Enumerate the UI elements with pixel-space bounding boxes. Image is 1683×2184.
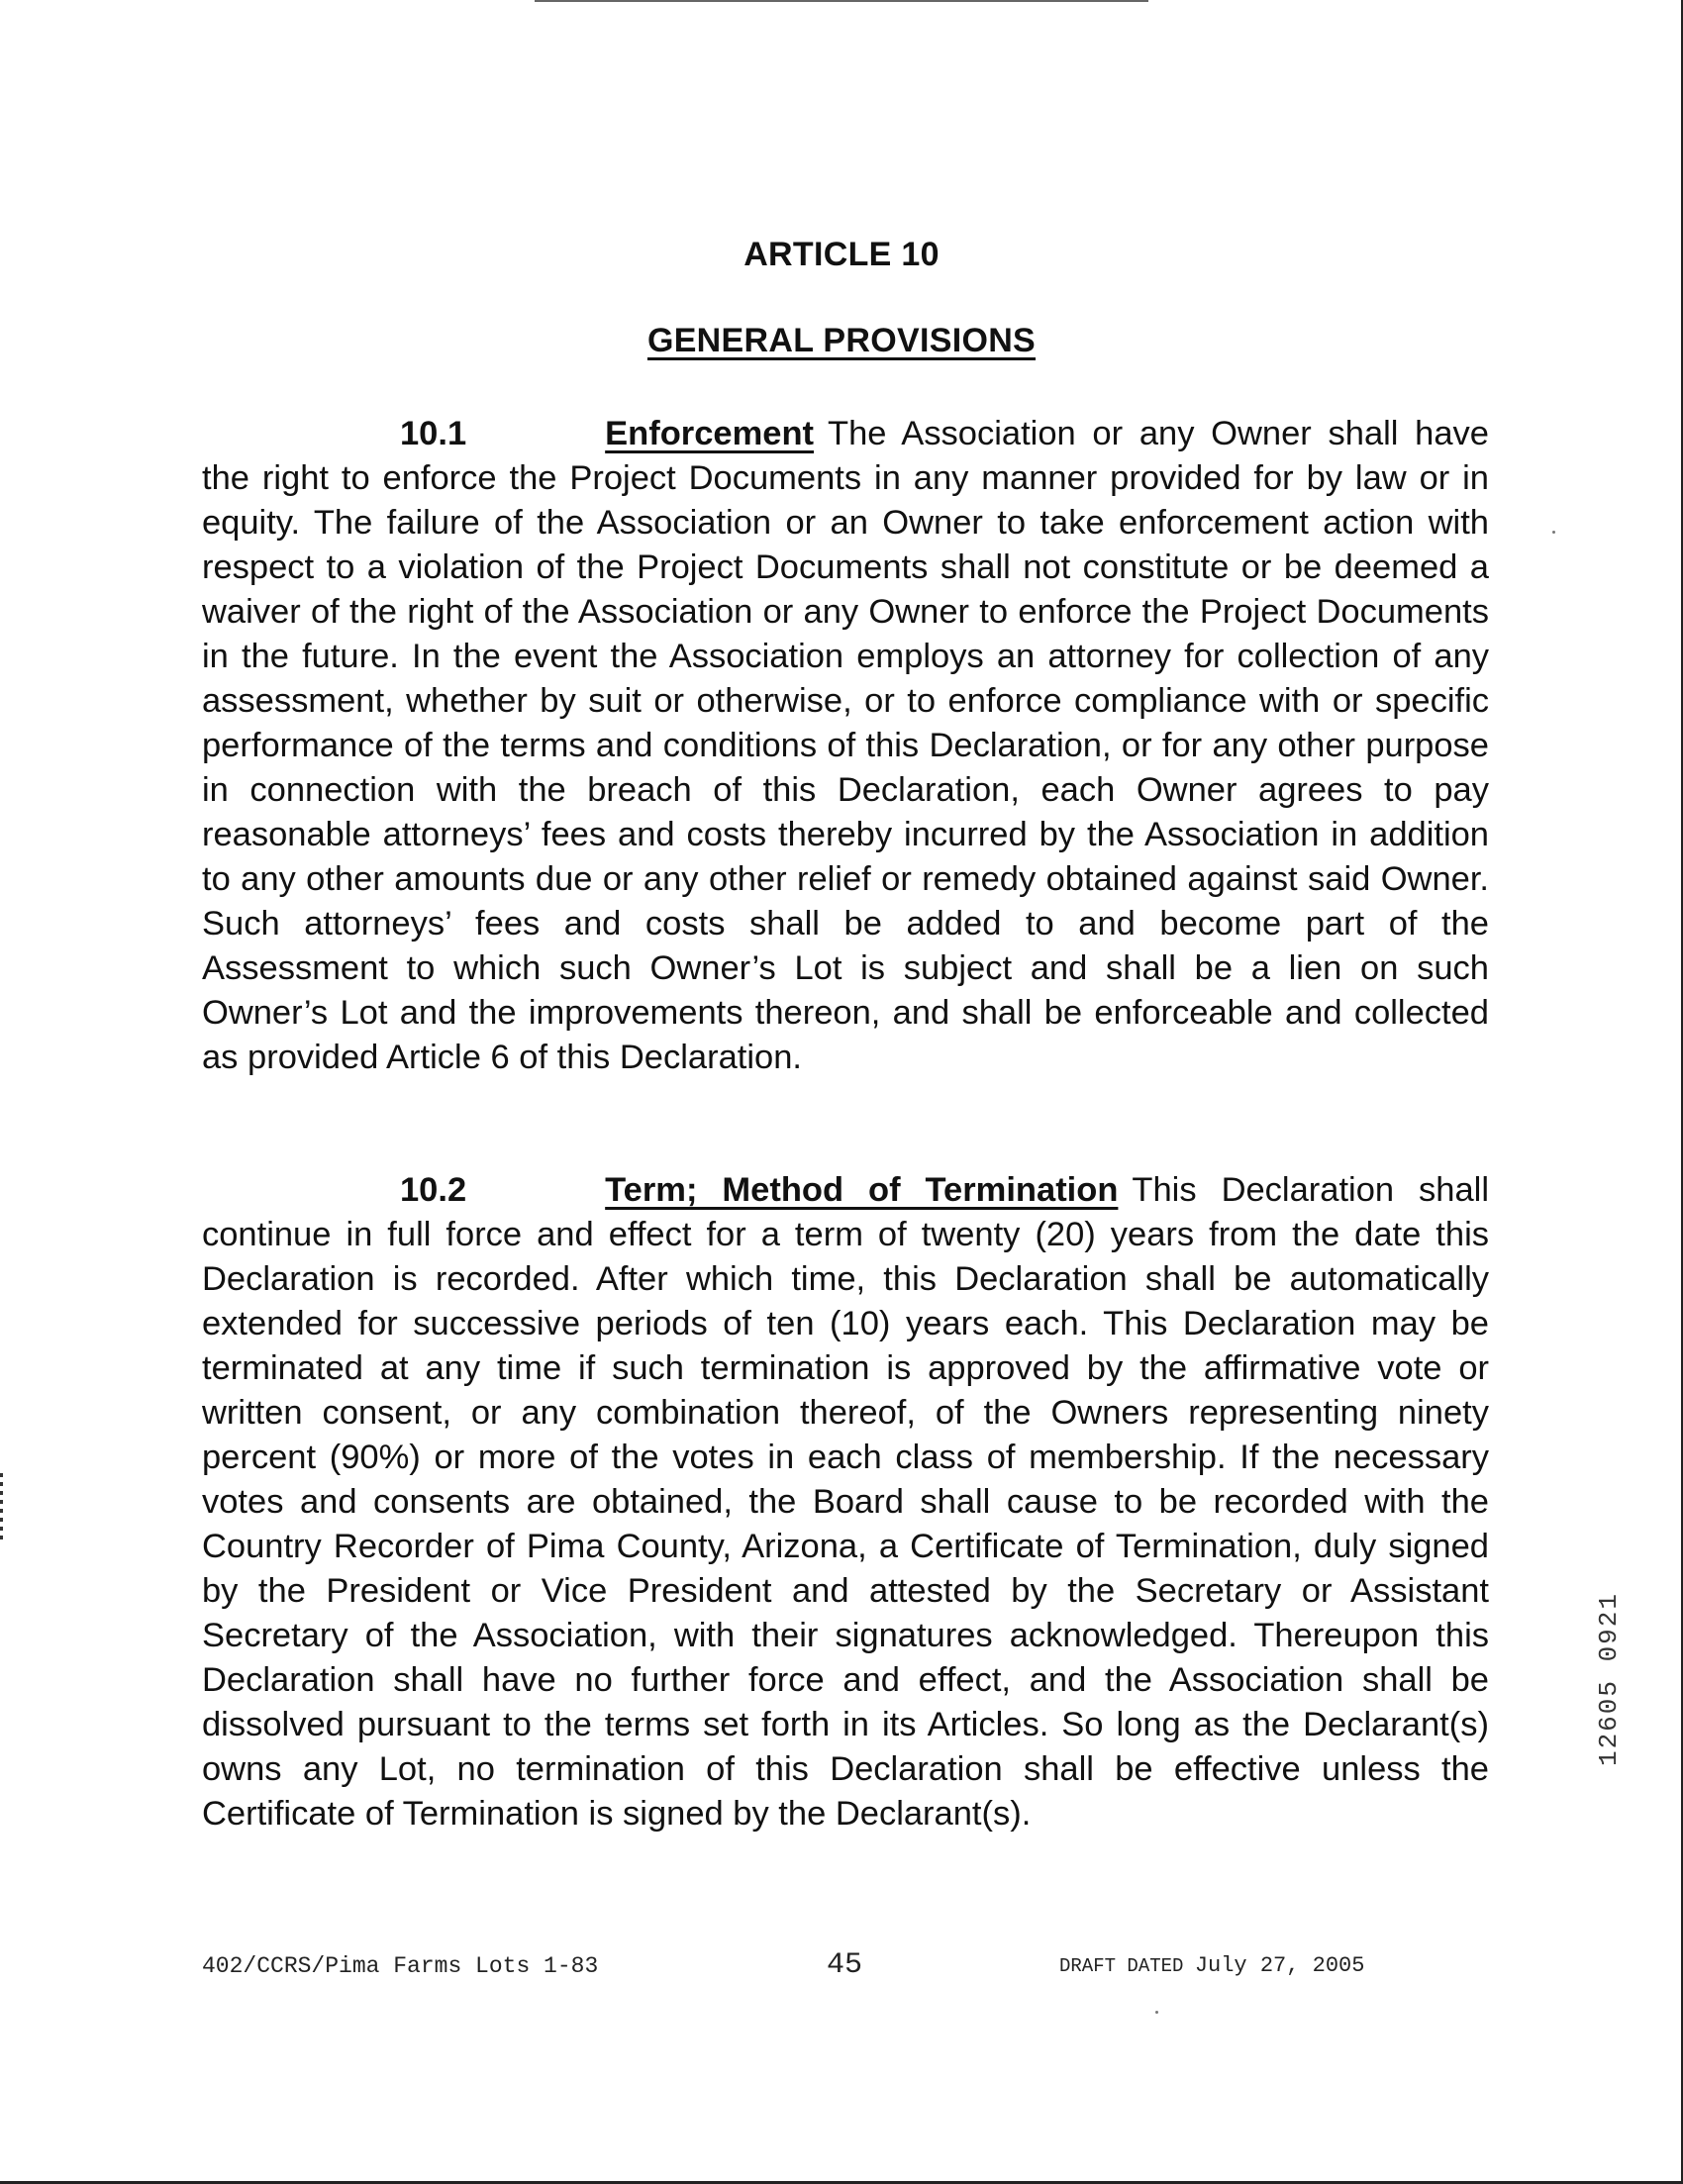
article-title <box>0 322 1683 360</box>
section-title: Term; Method of Termination <box>605 1171 1119 1209</box>
footer-draft-date <box>1059 1953 1364 1978</box>
draft-label: DRAFT DATED <box>1059 1955 1184 1977</box>
section-10-2 <box>202 1168 1489 1837</box>
footer-document-ref: 402/CCRS/Pima Farms Lots 1-83 <box>202 1953 599 1979</box>
scan-speck <box>1155 2011 1158 2014</box>
draft-date: July 27, 2005 <box>1194 1953 1365 1978</box>
article-heading: ARTICLE 10 <box>743 236 940 273</box>
section-title: Enforcement <box>605 415 815 452</box>
footer-page-number: 45 <box>827 1948 863 1982</box>
scan-edge-line <box>535 0 1148 2</box>
recording-stamp: 12605 0921 <box>1594 1592 1624 1767</box>
section-number: 10.1 <box>400 415 467 452</box>
scan-margin-mark <box>0 1473 3 1542</box>
section-10-1 <box>202 412 1489 1080</box>
scan-speck <box>1552 531 1555 534</box>
section-number: 10.2 <box>400 1171 467 1209</box>
article-title-text: GENERAL PROVISIONS <box>646 322 1037 359</box>
section-body: This Declaration shall continue in full force and effect for a term of twenty (20) years from the date this Declaration is recorded. After which time, this Declaration shall be automatically extended for successive periods of ten (10) years each. This Declaration may be terminated at any time if such termination is approved by the affirmative vote or written consent, or any combination thereof, of the Owners representing ninety percent (90%) or more of the votes in each class of membership. If the necessary votes and consents are obtained, the Board shall cause to be recorded with the Country Recorder of Pima County, Arizona, a Certificate of Termination, duly signed by the President or Vice President and attested by the Secretary or Assistant Secretary of the Association, with their signatures acknowledged. Thereupon this Declaration shall have no further force and effect, and the Association shall be dissolved pursuant to the terms set forth in its Articles. So long as the Declarant(s) owns any Lot, no termination of this Declaration shall be effective unless the Certificate of Termination is signed by the Declarant(s). <box>202 1171 1489 1833</box>
section-body: The Association or any Owner shall have the right to enforce the Project Documents in any manner provided for by law or in equity. The failure of the Association or an Owner to take enforcement action with respect to a violation of the Project Documents shall not constitute or be deemed a waiver of the right of the Association or any Owner to enforce the Project Documents in the future. In the event the Association employs an attorney for collection of any assessment, whether by suit or otherwise, or to enforce compliance with or specific performance of the terms and conditions of this Declaration, or for any other purpose in connection with the breach of this Declaration, each Owner agrees to pay reasonable attorneys’ fees and costs thereby incurred by the Association in addition to any other amounts due or any other relief or remedy obtained against said Owner. Such attorneys’ fees and costs shall be added to and become part of the Assessment to which such Owner’s Lot is subject and shall be a lien on such Owner’s Lot and the improvements thereon, and shall be enforceable and collected as provided Article 6 of this Declaration. <box>202 415 1489 1076</box>
